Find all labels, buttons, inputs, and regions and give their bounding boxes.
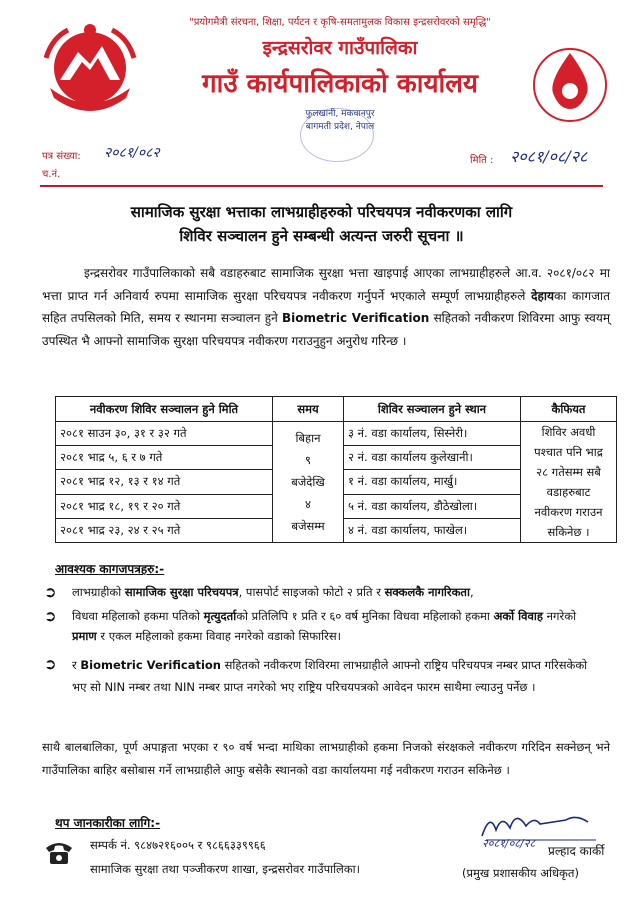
signatory-name: प्रल्हाद कार्की — [548, 844, 605, 858]
docs-item-3 — [44, 654, 604, 698]
para-text-1: इन्द्रसरोवर गाउँपालिकाको सबै वडाहरुबाट सामाजिक सुरक्षा भत्ता खाइपाई आएका लाभग्राहीहरुले आ.व. २०८१/०८२ मा भत्ता प्राप्त गर्न अनिवार्य रुपमा सामाजिक सुरक्षा परिचयपत्र नवीकरण गर्नुपर्ने भएकाले सम्पूर्ण लाभग्राहीहरुले — [42, 266, 610, 303]
arrow-bullet-icon: ➲ — [44, 583, 57, 601]
date-value: २०८१/०८/२८ — [510, 147, 588, 166]
row-place: १ नं. वडा कार्यालय, मार्खु। — [344, 470, 521, 494]
contact-phone: सम्पर्क नं. ९८४७२१६००५ र ९८६६३३९९६६ — [90, 838, 266, 852]
remark-line: वडाहरुबाट — [546, 485, 591, 499]
remark-line: २८ गतेसम्म सबै — [536, 465, 601, 479]
row-date: २०८१ भाद्र ५, ६ र ७ गते — [56, 446, 273, 470]
notice-title-line1: सामाजिक सुरक्षा भत्ताका लाभग्राहीहरुको परिचयपत्र नवीकरणका लागि — [130, 203, 513, 221]
para-bold-1: देहाय — [531, 288, 554, 303]
signatory-title: (प्रमुख प्रशासकीय अधिकृत) — [462, 866, 579, 880]
para-text-3: सहितको नवीकरण शिविरमा आफु स्वयम् उपस्थित भै आफ्नो सामाजिक सुरक्षा परिचयपत्र नवीकरण गराउनुहुन अनुरोध गरिन्छ । — [42, 311, 610, 348]
docs-item-3-text: सहितको नवीकरण शिविरमा लाभग्राहीले आफ्नो राष्ट्रिय परिचयपत्र नम्बर प्राप्त गरिसकेको भए सो NIN नम्बर तथा NIN नम्बर प्राप्त नगरेको भए राष्ट्रिय परिचयपत्रको आवेदन फारम साथैमा ल्याउनु पर्नेछ । — [72, 658, 588, 694]
docs-item-1-text: लाभग्राहीको — [72, 585, 125, 599]
docs-heading: आवश्यक कागजपत्रहरु:- — [55, 562, 165, 576]
row-place: ५ नं. वडा कार्यालय, डौठेखोला। — [344, 494, 521, 518]
remark-line: शिविर अवधी — [541, 425, 596, 439]
docs-item-3-bold: Biometric Verification — [80, 658, 221, 672]
time-cell — [273, 422, 344, 543]
arrow-bullet-icon: ➲ — [44, 607, 57, 625]
municipality-name: इन्द्रसरोवर गाउँपालिका — [262, 37, 418, 59]
signature-date: २०८१/०८/२८ — [482, 837, 536, 850]
docs-item-2-text: नगरेको — [543, 609, 577, 623]
remark-line: नवीकरण गराउन — [534, 505, 603, 519]
dispatch-label: च.नं. — [42, 169, 61, 180]
telephone-icon — [44, 840, 74, 866]
arrow-bullet-icon: ➲ — [44, 655, 57, 673]
docs-item-2-text: र एकल महिलाको हकमा विवाह नगरेको वडाको सिफारिस। — [96, 629, 341, 643]
time-line: बजेदेखि — [291, 475, 325, 489]
time-line: ४ — [305, 497, 311, 511]
table-row — [56, 422, 617, 446]
docs-item-2-bold: अर्को विवाह — [493, 609, 544, 623]
time-line: बजेसम्म — [291, 519, 325, 533]
docs-item-3-text: र — [72, 658, 81, 672]
row-place: ४ नं. वडा कार्यालय, फाखेल। — [344, 518, 521, 542]
row-place: २ नं. वडा कार्यालय कुलेखानी। — [344, 446, 521, 470]
time-line: ९ — [305, 453, 311, 467]
row-date: २०८१ भाद्र १२, १३ र १४ गते — [56, 470, 273, 494]
docs-item-2-text: विधवा महिलाको हकमा पतिको — [72, 609, 204, 623]
office-address — [270, 108, 410, 134]
header-tagline: "प्रयोगमैत्री संरचना, शिक्षा, पर्यटन र कृषि-समतामुलक विकास इन्द्रसरोवरको समृद्धि" — [189, 17, 491, 28]
table-header-row — [56, 397, 617, 422]
closing-paragraph: साथै बालबालिका, पूर्ण अपाङ्गता भएका र ९० वर्ष भन्दा माथिका लाभग्राहीको हकमा निजको संरक्षकले नवीकरण गरिदिन सक्नेछन् भने गाउँपालिका बाहिर बसोबास गर्ने लाभग्राहीले आफु बसेकै स्थानको वडा कार्यालयमा गई नवीकरण गराउन सकिनेछ । — [42, 740, 610, 777]
office-name: गाउँ कार्यपालिकाको कार्यालय — [202, 69, 478, 99]
docs-item-1 — [44, 582, 604, 602]
row-date: २०८१ भाद्र १८, १९ र २० गते — [56, 494, 273, 518]
docs-item-1-bold: सक्कलकै नागरिकता — [384, 585, 470, 599]
remark-line: पश्चात पनि भाद्र — [534, 445, 603, 459]
address-line1: फुलखानी, मकवानपुर — [305, 109, 375, 119]
col-header-date: नवीकरण शिविर सञ्चालन हुने मिति — [56, 397, 273, 422]
docs-item-2-bold: मृत्युदर्ता — [203, 609, 237, 623]
row-place: ३ नं. वडा कार्यालय, सिस्नेरी। — [344, 422, 521, 446]
notice-title — [20, 200, 623, 248]
remark-line: सकिनेछ । — [547, 525, 590, 539]
intro-paragraph — [42, 262, 610, 352]
contact-heading: थप जानकारीका लागि:- — [55, 816, 161, 830]
row-date: २०८१ भाद्र २३, २४ र २५ गते — [56, 518, 273, 542]
docs-item-1-text: , पासपोर्ट साइजको फोटो २ प्रति र — [238, 585, 385, 599]
contact-branch: सामाजिक सुरक्षा तथा पञ्जीकरण शाखा, इन्द्रसरोवर गाउँपालिका। — [90, 862, 361, 876]
docs-item-2-text: को प्रतिलिपि १ प्रति र ६० वर्ष मुनिका विधवा महिलाको हकमा — [236, 609, 494, 623]
remark-cell — [521, 422, 617, 543]
address-line2: बागमती प्रदेश, नेपाल — [305, 122, 375, 132]
camp-schedule-table — [55, 396, 617, 543]
docs-item-1-text: , — [469, 585, 474, 599]
blood-drop-logo-icon — [525, 35, 615, 125]
col-header-remark: कैफियत — [521, 397, 617, 422]
docs-item-2-bold: प्रमाण — [72, 629, 97, 643]
ref-label: पत्र संख्या: — [42, 151, 81, 162]
row-date: २०८१ साउन ३०, ३१ र ३२ गते — [56, 422, 273, 446]
date-label: मिति : — [470, 155, 494, 166]
header-divider — [40, 185, 603, 187]
docs-item-2 — [44, 606, 604, 646]
para-bold-2: Biometric Verification — [282, 311, 430, 325]
docs-item-1-bold: सामाजिक सुरक्षा परिचयपत्र — [124, 585, 239, 599]
time-line: बिहान — [295, 431, 321, 445]
col-header-time: समय — [273, 397, 344, 422]
ref-value: २०८१/०८२ — [104, 145, 160, 161]
col-header-place: शिविर सञ्चालन हुने स्थान — [344, 397, 521, 422]
notice-title-line2: शिविर सञ्चालन हुने सम्बन्धी अत्यन्त जरुरी सूचना ॥ — [179, 227, 464, 245]
nepal-emblem-icon — [40, 18, 140, 124]
para-text-2: का कागजात सहित तपसिलको मिति, समय र स्थानमा सञ्चालन हुने — [42, 288, 610, 325]
